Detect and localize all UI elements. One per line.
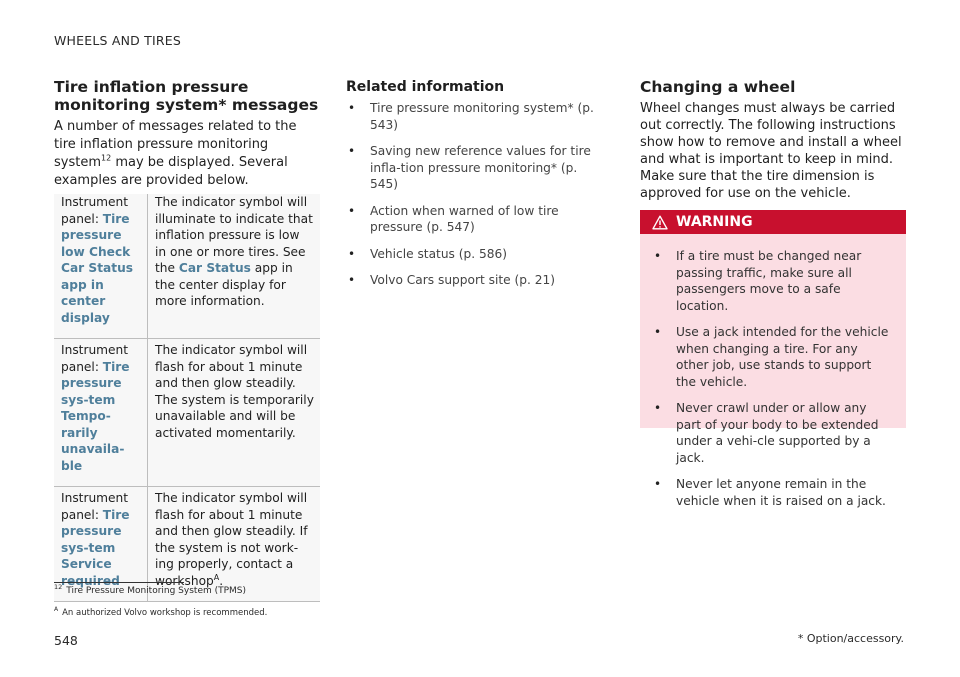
footnote-text: Tire Pressure Monitoring System (TPMS) <box>66 586 247 596</box>
table-footnote-text: An authorized Volvo workshop is recommended. <box>62 608 268 618</box>
message-text: Tire pressure sys-tem Service required <box>61 507 130 588</box>
page-number: 548 <box>54 633 78 648</box>
description-cell <box>148 339 321 487</box>
page-footnote <box>54 583 247 596</box>
message-cell <box>54 487 148 602</box>
description-text: The indicator symbol will illuminate to indicate that inflation pressure is low in one or more tires. See the <box>155 195 313 275</box>
warning-item: • Use a jack intended for the vehicle when changing a tire. For any other job, use stands to support the vehicle. <box>652 324 894 390</box>
related-link[interactable]: • Tire pressure monitoring system* (p. 543) <box>346 100 608 133</box>
changing-wheel-title: Changing a wheel <box>640 78 796 96</box>
description-cell <box>148 194 321 339</box>
description-text-end: app in the center display for more information. <box>155 261 293 308</box>
footnote-divider <box>54 582 184 583</box>
messages-column <box>54 78 320 618</box>
message-cell <box>54 194 148 339</box>
table-row <box>54 339 320 487</box>
messages-title: Tire inflation pressure monitoring system* messages <box>54 78 319 114</box>
message-text: Tire pressure low Check Car Status app in center display <box>61 211 134 325</box>
related-link[interactable]: • Action when warned of low tire pressure (p. 547) <box>346 203 608 236</box>
changing-wheel-body: Wheel changes must always be carried out correctly. The following instructions show how to remove and install a wheel and what is important to keep in mind. Make sure that the tire dimension is approved for use on the vehicle. <box>640 101 902 201</box>
table-row <box>54 194 320 339</box>
footnote-ref: 12 <box>101 153 112 163</box>
car-status-highlight: Car Status <box>178 261 251 275</box>
description-text-end: . <box>219 573 224 588</box>
messages-table <box>54 194 320 602</box>
footnote-mark: 12 <box>54 583 63 591</box>
warning-title: WARNING <box>676 214 753 230</box>
related-info-title: Related information <box>346 79 505 95</box>
warning-triangle-icon <box>652 215 668 230</box>
changing-wheel-column <box>640 78 906 508</box>
table-footnote <box>54 608 320 618</box>
related-link[interactable]: • Vehicle status (p. 586) <box>346 246 608 263</box>
warning-item: • Never let anyone remain in the vehicle when it is raised on a jack. <box>652 476 894 509</box>
description-text: The indicator symbol will flash for about 1 minute and then glow steadily. If the system is not work-ing properly, contact a workshop <box>155 491 308 588</box>
warning-item: • If a tire must be changed near passing traffic, make sure all passengers move to a safe location. <box>652 248 894 314</box>
related-link[interactable]: • Volvo Cars support site (p. 21) <box>346 272 608 289</box>
related-links-list <box>346 100 608 289</box>
warning-body <box>640 234 906 508</box>
warning-list <box>652 248 894 509</box>
messages-intro <box>54 118 320 190</box>
message-prefix: Instrument panel: <box>61 195 129 226</box>
warning-header <box>640 210 906 234</box>
option-note: * Option/accessory. <box>797 632 904 645</box>
message-prefix: Instrument panel: <box>61 343 129 374</box>
message-text: Tire pressure sys-tem Tempo-rarily unavaila-ble <box>61 359 130 473</box>
message-cell <box>54 339 148 487</box>
message-prefix: Instrument panel: <box>61 491 129 522</box>
table-footnote-mark: A <box>54 606 59 614</box>
description-cell <box>148 487 321 602</box>
intro-text: A number of messages related to the tire inflation pressure monitoring system <box>54 119 297 170</box>
intro-text-end: may be displayed. Several examples are provided below. <box>54 155 288 188</box>
description-text: The indicator symbol will flash for about 1 minute and then glow steadily. The system is temporarily unavailable and will be activated momentarily. <box>155 343 314 440</box>
table-row <box>54 487 320 602</box>
section-header: WHEELS AND TIRES <box>54 33 181 48</box>
related-link[interactable]: • Saving new reference values for tire infla-tion pressure monitoring* (p. 545) <box>346 143 608 193</box>
table-footnote-ref: A <box>213 572 220 582</box>
warning-item: • Never crawl under or allow any part of your body to be extended under a vehi-cle supported by a jack. <box>652 400 894 466</box>
related-info-column <box>346 78 608 299</box>
